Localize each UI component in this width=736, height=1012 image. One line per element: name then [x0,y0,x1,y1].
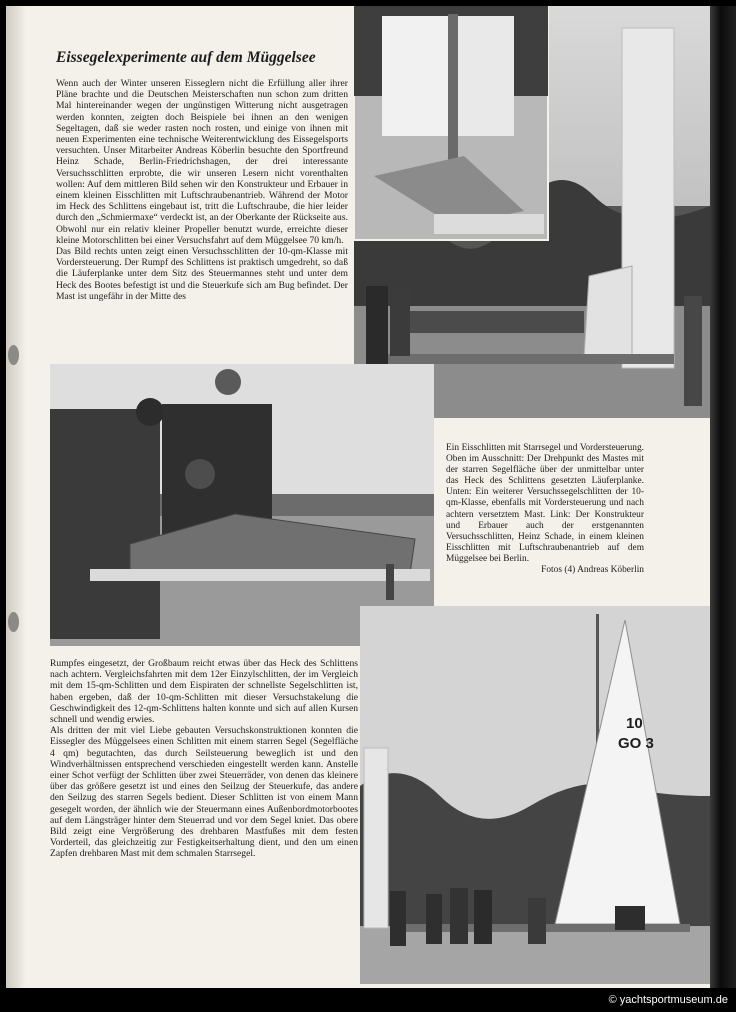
page-gutter-shadow [6,6,26,988]
article-paragraph: Das Bild rechts unten zeigt einen Versuchsschlitten der 10-qm-Klasse mit Vordersteuerung. Der Rumpf des Schlittens ist praktisch umgedreht, so daß die Läuferplanke unter dem Sitz des Steuermannes steht und unter dem Heck des Bootes befestigt ist und die Steuerkufe sich am Bug befindet. Der Mast ist ungefähr in der Mitte des [56,246,348,302]
article-column-lower [50,658,358,860]
photo-10qm-iceboat [360,606,710,984]
article-title: Eissegelexperimente auf dem Müggelsee [56,49,316,66]
binder-hole [8,345,19,365]
book-spine [710,6,736,988]
photo-credit: Fotos (4) Andreas Köberlin [541,565,644,576]
sail-number: 10 [626,715,643,732]
article-paragraph: Als dritten der mit viel Liebe gebauten Versuchskonstruktionen konnten die Eissegler des Müggelsees einen Schlitten mit einem starren Segel (Segelfläche 4 qm) begutachten, das durch Seilsteuerung beweglich ist und den Windverhältnissen entsprechend verschieden eingestellt werden kann. Anstelle einer Schot verfügt der Schlitten über zwei Steuerräder, von denen das kleinere über das größere gesetzt ist und eines den Seilzug der Steuerkufe, das andere den Seilzug des starren Segels bedient. Dieser Schlitten ist von einem Mann gesegelt worden, der ähnlich wie der Steuermann eines Außenbordmotorbootes auf dem Längsträger hinter dem Steuerrad und vor dem Segel kniet. Das obere Bild zeigt eine Vergrößerung des drehbaren Mastfußes mit dem festen Vorderteil, das gleichzeitig zur Festigkeitserhaltung dient, und den um einen Zapfen drehbaren Mast mit dem schmalen Starrsegel. [50,725,358,860]
photo-rigid-sail-iceboat [354,6,710,418]
photo-caption [446,443,644,576]
sail-number: GO 3 [618,735,654,752]
watermark: © yachtsportmuseum.de [608,994,728,1006]
article-paragraph: Rumpfes eingesetzt, der Großbaum reicht etwas über das Heck des Schlittens nach achtern. Vergleichsfahrten mit dem 12er Einzylschlitten, der im Vergleich mit dem 15-qm-Schlitten und dem Eispiraten der schnellste Segelschlitten ist, haben ergeben, daß der 10-qm-Schlitten mit dieser Versuchstakelung die Geschwindigkeit des 12-qm-Schlittens halten konnte und sich auf allen Kursen schnell und wendig erwies. [50,658,358,726]
article-paragraph: Wenn auch der Winter unseren Eisseglern nicht die Erfüllung aller ihrer Pläne brachte und die Deutschen Meisterschaften nun schon zum dritten Mal hintereinander wegen der ungünstigen Witterung nicht ausgetragen werden konnten, zeigten doch Beispiele bei ihnen an den wenigen Segeltagen, daß sie weder rasten noch rosten, und einige von ihnen mit neuen Experimenten eine technische Weiterentwicklung des Eissegelsports versuchten. Unser Mitarbeiter Andreas Köberlin besuchte den Sportfreund Heinz Schade, Berlin-Friedrichshagen, der drei interessante Versuchsschlitten erprobte, die wir unseren Lesern nicht vorenthalten wollen: Auf dem mittleren Bild sehen wir den Konstrukteur und Erbauer in einem kleinen Eisschlitten mit Luftschraubenantrieb. Während der Motor im Heck des Schlittens eingebaut ist, tritt die Luftschraube, die hier leider durch den „Schmiermaxe“ verdeckt ist, an der Oberkante der Rückseite aus. Obwohl nur ein relativ kleiner Propeller benutzt wurde, erreichte dieser kleine Motorschlitten bei einer Versuchsfahrt auf dem Müggelsee 70 km/h. [56,78,348,246]
binder-hole [8,612,19,632]
photo-propeller-sled [50,364,434,646]
article-column-upper [56,78,348,302]
caption-text: Ein Eisschlitten mit Starrsegel und Vordersteuerung. Oben im Ausschnitt: Der Drehpunkt des Mastes mit der starren Segelfläche über der unmittelbar unter das Heck des Schlittens gesetzten Läuferplanke. Unten: Ein weiterer Versuchssegelschlitten der 10-qm-Klasse, ebenfalls mit Vordersteuerung und nach achtern versetztem Mast. Link: Der Konstrukteur und Erbauer auch der erstgenannten Versuchsschlitten, Heinz Schade, in einem kleinen Eisschlitten mit Luftschraubenantrieb auf dem Müggelsee bei Berlin. [446,443,644,564]
